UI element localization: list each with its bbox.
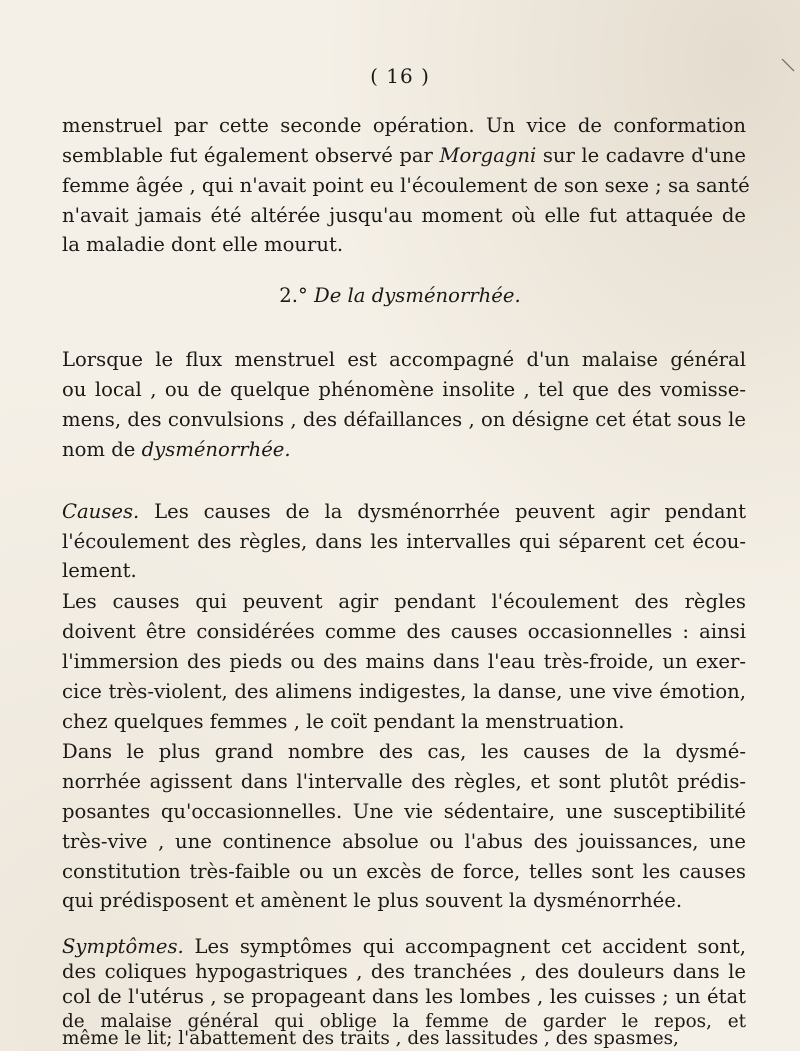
text-line: mens, des convulsions , des défaillances , on désigne cet état sous le — [62, 408, 746, 431]
text-line: col de l'utérus , se propageant dans les lombes , les cuisses ; un état — [62, 985, 746, 1008]
page-number: ( 16 ) — [370, 64, 430, 88]
text-line — [62, 937, 746, 957]
text-line: Lorsque le flux menstruel est accompagné d'un malaise général — [62, 348, 746, 371]
text-line: cice très-violent, des alimens indigestes, la danse, une vive émotion, — [62, 680, 746, 703]
text-span: Les causes de la dysménorrhée peuvent agir pendant — [139, 500, 746, 523]
text-line: posantes qu'occasionnelles. Une vie sédentaire, une susceptibilité — [62, 800, 746, 823]
text-line: menstruel par cette seconde opération. Un vice de conformation — [62, 114, 746, 137]
text-line: l'écoulement des règles, dans les intervalles qui séparent cet écou- — [62, 530, 746, 553]
text-line: des coliques hypogastriques , des tranchées , des douleurs dans le — [62, 960, 746, 983]
text-line: chez quelques femmes , le coït pendant la menstruation. — [62, 710, 625, 733]
text-line: n'avait jamais été altérée jusqu'au moment où elle fut attaquée de — [62, 204, 746, 227]
text-line — [62, 500, 746, 524]
text-line: Dans le plus grand nombre des cas, les causes de la dysmé- — [62, 740, 746, 763]
text-span: semblable fut également observé par — [62, 144, 440, 167]
subsection-label: Causes. — [62, 500, 140, 523]
subsection-label: Symptômes. — [62, 935, 184, 958]
text-line: doivent être considérées comme des causes occasionnelles : ainsi — [62, 620, 746, 643]
text-line: de malaise général qui oblige la femme de garder le repos, et — [62, 1011, 746, 1032]
text-line: ou local , ou de quelque phénomène insolite , tel que des vomisse- — [62, 378, 746, 401]
section-title: De la dysménorrhée. — [313, 284, 521, 307]
section-heading — [0, 284, 800, 308]
text-span: nom de — [62, 438, 142, 461]
section-number: 2.° — [279, 284, 314, 307]
text-line: très-vive , une continence absolue ou l'abus des jouissances, une — [62, 830, 746, 853]
text-line: la maladie dont elle mourut. — [62, 233, 344, 256]
text-line: femme âgée , qui n'avait point eu l'écoulement de son sexe ; sa santé — [62, 174, 750, 197]
text-line — [62, 438, 746, 462]
text-line: norrhée agissent dans l'intervalle des règles, et sont plutôt prédis- — [62, 770, 746, 793]
text-line: même le lit; l'abattement des traits , des lassitudes , des spasmes, — [62, 1028, 679, 1049]
author-name: Morgagni — [439, 144, 537, 167]
term: dysménorrhée. — [141, 438, 291, 461]
text-span: Les symptômes qui accompagnent cet accident sont, — [183, 935, 746, 958]
text-line: constitution très-faible ou un excès de force, telles sont les causes — [62, 860, 746, 883]
text-line: lement. — [62, 559, 137, 582]
text-line: qui prédisposent et amènent le plus souvent la dysménorrhée. — [62, 889, 683, 912]
text-span: sur le cadavre d'une — [536, 144, 746, 167]
text-line — [62, 144, 746, 168]
text-line: Les causes qui peuvent agir pendant l'écoulement des règles — [62, 590, 746, 613]
text-line: l'immersion des pieds ou des mains dans l'eau très-froide, un exer- — [62, 650, 746, 673]
